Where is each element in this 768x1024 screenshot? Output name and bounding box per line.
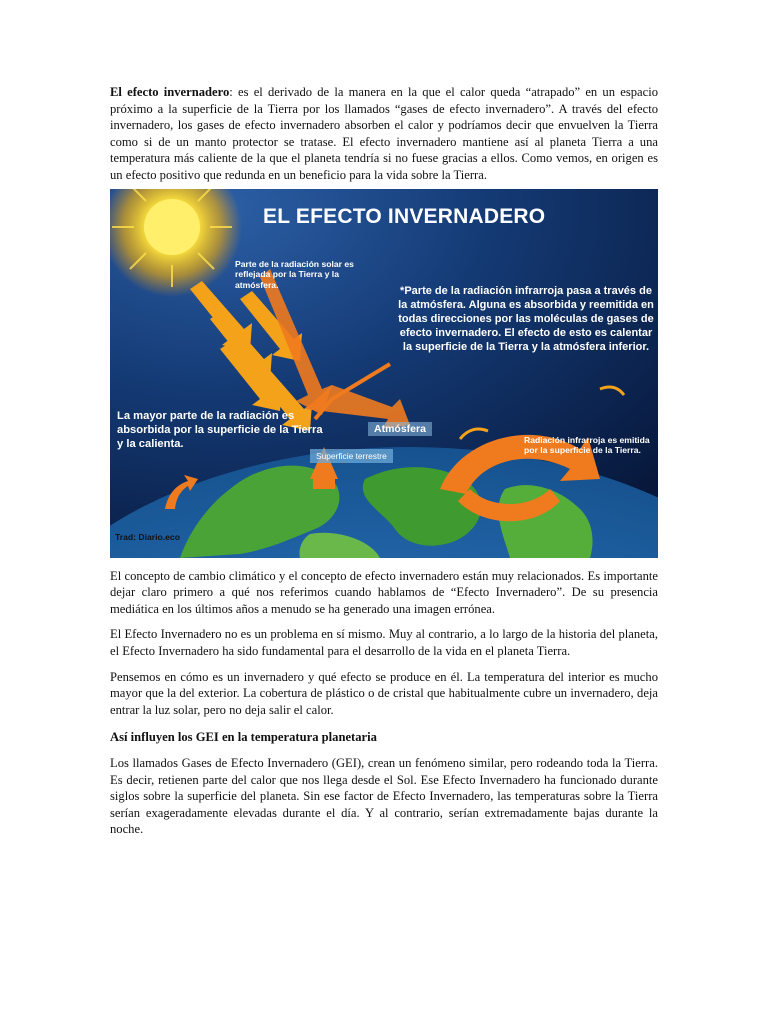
emitted-infrared-label: Radiación infrarroja es emitida por la superficie de la Tierra. (524, 434, 650, 456)
translation-credit: Trad: Diario.eco (115, 531, 180, 542)
diagram-title: EL EFECTO INVERNADERO (263, 204, 546, 228)
intro-paragraph (110, 84, 658, 184)
document-page (110, 84, 658, 838)
infrared-explanation-label: *Parte de la radiación infrarroja pasa a través de la atmósfera. Alguna es absorbida y reemitida en todas direcciones por las moléculas de gases de efecto invernadero. El efecto de esto es calentar la superficie de la Tierra y la atmósfera inferior. (398, 284, 654, 353)
absorbed-radiation-label: La mayor parte de la radiación es absorbida por la superficie de la Tierra y la calienta. (117, 409, 323, 450)
greenhouse-effect-diagram (110, 189, 658, 558)
surface-label: Superficie terrestre (310, 449, 393, 463)
section-paragraph: Los llamados Gases de Efecto Invernadero (GEI), crean un fenómeno similar, pero rodeando toda la Tierra. Es decir, retienen parte del calor que nos llega desde el Sol. Ese Efecto Invernadero ha funcionado durante siglos sobre la superficie del planeta. Sin ese factor de Efecto Invernadero, las temperaturas sobre la Tierra serían exageradamente elevadas durante el día. Y al contrario, serían extremadamente bajas durante la noche. (110, 755, 658, 837)
sun (144, 199, 200, 255)
intro-text: : es el derivado de la manera en la que el calor queda “atrapado” en un espacio próximo a la superficie de la Tierra por los llamados “gases de efecto invernadero”. A través del efecto invernadero, los gases de efecto invernadero absorben el calor y podríamos decir que envuelven la Tierra como si de un manto protector se tratase. El efecto invernadero mantiene así al planeta Tierra a una temperatura más caliente de la que el planeta tendría si no fuese gracias a ellos. Como vemos, en origen es un efecto positivo que redunda en un beneficio para la vida sobre la Tierra. (110, 85, 658, 182)
intro-term: El efecto invernadero (110, 85, 230, 99)
diagram-illustration (110, 189, 658, 558)
paragraph-2: El Efecto Invernadero no es un problema en sí mismo. Muy al contrario, a lo largo de la historia del planeta, el Efecto Invernadero ha sido fundamental para el desarrollo de la vida en el planeta Tierra. (110, 627, 658, 658)
reflected-radiation-label: Parte de la radiación solar es reflejada por la Tierra y la atmósfera. (235, 258, 354, 290)
atmosphere-label: Atmósfera (368, 422, 432, 436)
paragraph-3: Pensemos en cómo es un invernadero y qué efecto se produce en él. La temperatura del interior es mucho mayor que la del exterior. La cobertura de plástico o de cristal que habitualmente cubre un invernadero, deja entrar la luz solar, pero no deja salir el calor. (110, 669, 658, 717)
paragraph-1: El concepto de cambio climático y el concepto de efecto invernadero están muy relacionados. Es importante dejar claro primero a qué nos referimos cuando hablamos de “Efecto Invernadero”. De su presencia mediática en los últimos años a menudo se ha generado una imagen errónea. (110, 568, 658, 616)
section-heading: Así influyen los GEI en la temperatura planetaria (110, 730, 377, 745)
